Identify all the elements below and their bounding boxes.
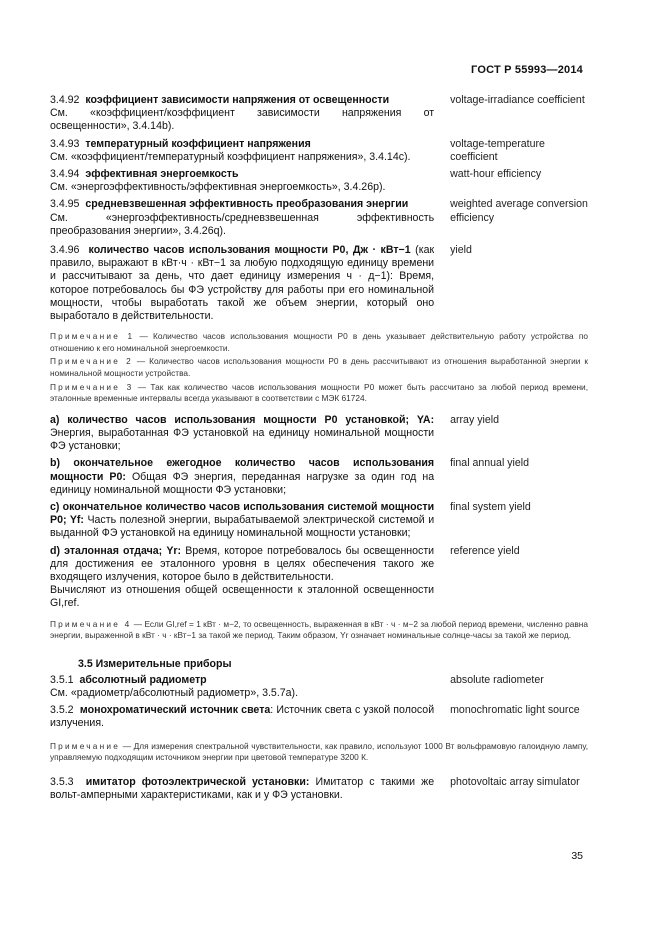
term-number: 3.5.2 <box>50 704 74 717</box>
term-number: 3.4.92 <box>50 94 80 106</box>
term-english: yield <box>450 244 472 257</box>
note: Примечание 4 — Если GI,ref = 1 кВт · м−2, то освещенность, выраженная в кВт · ч · м−2 за любой период времени, численно равна энергии, выраженной в кВт · ч · кВт−1 за такой же период. Таким образом, Yr означает номинальные солнце-часы за такой же период. <box>50 618 588 641</box>
page-number: 35 <box>571 850 583 862</box>
subitem-entry <box>50 545 588 611</box>
subitem-title: а) количество часов использования мощности P0 установкой; YA: <box>50 413 435 426</box>
term-number: 3.5.3 <box>50 775 74 788</box>
subitem-english: final annual yield <box>450 457 530 470</box>
term-english: watt-hour efficiency <box>450 168 542 181</box>
term-number: 3.4.93 <box>50 137 80 150</box>
subitem-english: array yield <box>450 413 499 426</box>
term-english: weighted average conversion efficiency <box>450 198 588 224</box>
subitem-definition: Общая ФЭ энергия, переданная нагрузке за один год на единицу номинальной мощности ФЭ установки; <box>50 470 435 496</box>
term-title: имитатор фотоэлектрической установки: <box>85 775 310 788</box>
term-title: абсолютный радиометр <box>79 673 207 686</box>
term-entry <box>50 168 588 194</box>
term-entry <box>50 244 588 323</box>
term-english: monochromatic light source <box>450 704 580 717</box>
subitem-entry <box>50 457 588 497</box>
term-english: photovoltaic array simulator <box>450 775 580 788</box>
term-definition: См. «энергоэффективность/эффективная энергоемкость», 3.4.26p). <box>50 181 386 194</box>
term-definition: (как правило, выражают в кВт·ч · кВт−1 за любую подходящую единицу времени и рассчитывают за день, что дает единицу измерения ч · д−1): Время, которое потребовалось бы ФЭ устройству для работы при его номинальной мощности, чтобы выработать такой же объем энергии, который оно выработало в действительности. <box>50 244 435 323</box>
subitem-definition: Энергия, выработанная ФЭ установкой на единицу номинальной мощности ФЭ установки; <box>50 427 435 453</box>
term-title: коэффициент зависимости напряжения от освещенности <box>85 94 390 106</box>
term-english: voltage-irradiance coefficient <box>450 94 585 106</box>
subitem-extra: Вычисляют из отношения общей освещенности к эталонной освещенности GI,ref. <box>50 584 435 610</box>
notes-block <box>50 331 588 405</box>
subitem-definition: Часть полезной энергии, вырабатываемой электрической системой и выданной ФЭ установкой на единицу номинальной мощности установки; <box>50 514 435 540</box>
subitem-english: final system yield <box>450 501 531 514</box>
term-definition: См. «радиометр/абсолютный радиометр», 3.5.7а). <box>50 687 299 700</box>
term-definition: См. «коэффициент/температурный коэффициент напряжения», 3.4.14c). <box>50 150 411 163</box>
term-definition: Имитатор с такими же вольт-амперными характеристиками, как и у ФЭ установки. <box>50 775 435 802</box>
subitem-entry <box>50 414 588 454</box>
term-definition: : Источник света с узкой полосой излучения. <box>50 704 435 730</box>
section-heading: 3.5 Измерительные приборы <box>78 657 232 670</box>
term-title: количество часов использования мощности P0, Дж · кВт−1 <box>88 244 411 257</box>
term-entry <box>50 776 588 802</box>
term-entry <box>50 674 588 700</box>
term-title: эффективная энергоемкость <box>85 168 239 181</box>
term-english: absolute radiometer <box>450 673 544 686</box>
note: Примечание 3 — Так как количество часов использования мощности P0 может быть рассчитано за любой период времени, эталонные временные интервалы всегда указывают в соответствии с МЭК 61724. <box>50 381 589 404</box>
term-definition: См. «коэффициент/коэффициент зависимости напряжения от освещенности», 3.4.14b). <box>50 107 435 133</box>
term-number: 3.5.1 <box>50 673 74 686</box>
subitem-entry <box>50 501 588 541</box>
term-entry <box>50 94 588 134</box>
term-title: средневзвешенная эффективность преобразования энергии <box>85 198 409 211</box>
term-entry <box>50 704 588 730</box>
note: Примечание 2 — Количество часов использования мощности P0 в день рассчитывают из отношения выработанной энергии к номинальной мощности устройства. <box>50 356 588 379</box>
term-title: температурный коэффициент напряжения <box>85 137 311 150</box>
subitem-english: reference yield <box>450 544 520 557</box>
term-entry <box>50 198 588 238</box>
subitem-title: b) окончательное ежегодное количество часов использования мощности P0: <box>50 457 435 483</box>
subitem-title: d) эталонная отдача; Yr: <box>50 544 182 557</box>
term-title: монохроматический источник света <box>79 704 271 717</box>
note: Примечание — Для измерения спектральной чувствительности, как правило, используют 1000 Вт вольфрамовую галоидную лампу, управляемую подходящим источником энергии при цветовой температуре 3200 К. <box>50 740 588 763</box>
standard-header: ГОСТ Р 55993—2014 <box>471 64 583 76</box>
term-number: 3.4.95 <box>50 198 80 211</box>
term-english: voltage-temperature coefficient <box>450 137 545 163</box>
subitem-definition: Время, которое потребовалось бы освещенности для достижения ее эталонного уровня в целях обеспечения такого же входящего излучения, которое было в действительности. <box>50 544 435 584</box>
note: Примечание 1 — Количество часов использования мощности P0 в день указывает действительную работу устройства по отношению к его номинальной энергоемкости. <box>50 331 589 353</box>
term-number: 3.4.96 <box>50 244 80 257</box>
page-content <box>50 94 588 802</box>
term-number: 3.4.94 <box>50 168 80 181</box>
term-definition: См. «энергоэффективность/средневзвешенная эффективность преобразования энергии», 3.4.26q). <box>50 211 435 237</box>
term-entry <box>50 138 588 164</box>
subitem-title: c) окончательное количество часов использования системой мощности P0; Yf: <box>50 501 435 527</box>
